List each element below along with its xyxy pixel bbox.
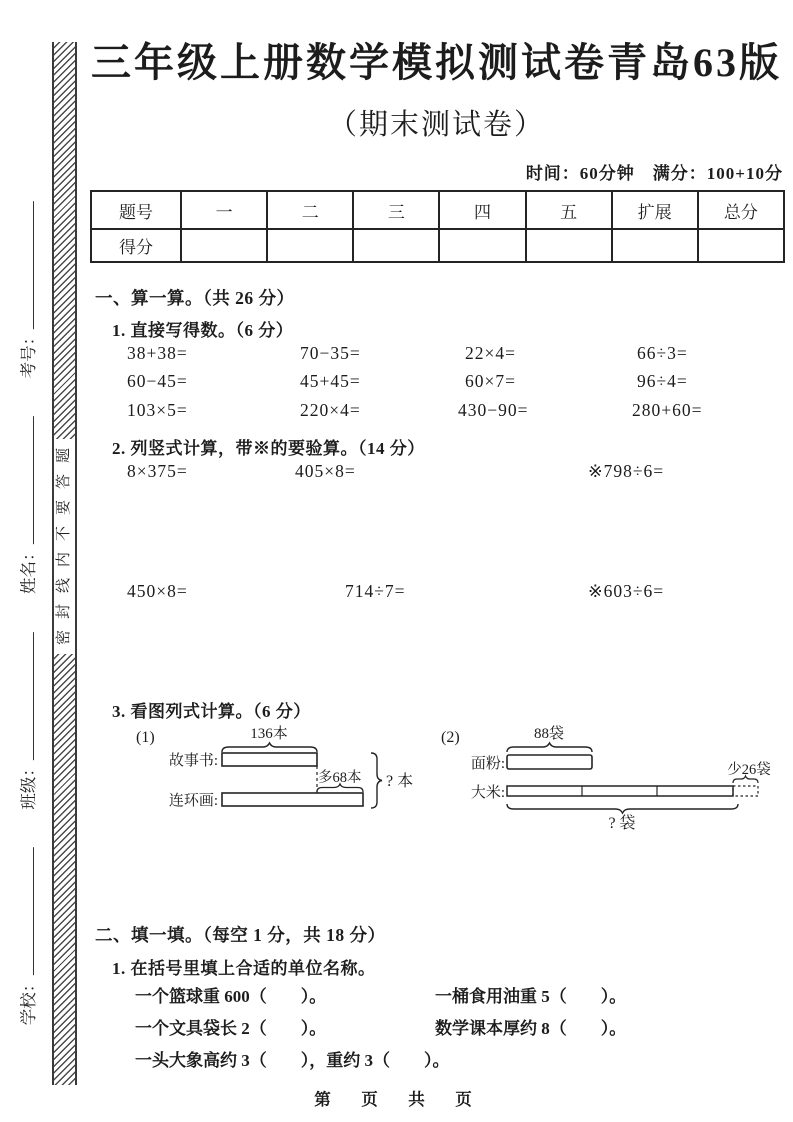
q3-title: 3. 看图列式计算。（6 分） (112, 702, 311, 721)
equation: 60−45= (127, 371, 188, 391)
school-field-label: 学校： (19, 975, 38, 1026)
equation: 70−35= (300, 343, 361, 363)
story-book-label: 故事书: (168, 753, 218, 769)
equation: 8×375= (127, 461, 188, 481)
brace-total (371, 753, 382, 808)
score-table (90, 190, 785, 263)
equation: 38+38= (127, 343, 188, 363)
equation: ※603÷6= (588, 581, 665, 601)
fill-blank-item: 一头大象高约 3（ ），重约 3（ ）。 (135, 1051, 450, 1070)
extra-amount-label: 多68本 (318, 770, 362, 786)
exam-info-line: 时间：60分钟 满分：100+10分 (525, 164, 783, 183)
total-question-label: ? 本 (386, 773, 414, 790)
diagram1-number: (1) (136, 729, 155, 746)
seal-char: 要 (55, 499, 72, 516)
diagram2-amount-label: 88袋 (533, 726, 565, 742)
seal-line-strip (52, 42, 77, 1085)
equation: 96÷4= (637, 371, 688, 391)
score-cell-empty (698, 229, 784, 262)
equation: 22×4= (465, 343, 516, 363)
fill-blank-item: 一个文具袋长 2（ ）。 (135, 1019, 327, 1038)
score-cell-empty (267, 229, 353, 262)
equation: 66÷3= (637, 343, 688, 363)
flour-bar (507, 755, 592, 769)
score-table-header-row (91, 191, 784, 229)
examno-field-label: 考号： (19, 328, 38, 379)
flour-label: 面粉: (470, 756, 505, 772)
diagram1-amount-label: 136本 (250, 726, 288, 742)
class-field-blank (19, 632, 34, 760)
equation: ※798÷6= (588, 461, 665, 481)
equation: 220×4= (300, 400, 361, 420)
brace-88 (507, 743, 592, 752)
seal-char: 答 (55, 473, 72, 490)
rice-bar (507, 786, 733, 796)
score-cell-empty (181, 229, 267, 262)
score-header-cell: 一 (181, 191, 267, 229)
seal-char: 封 (55, 603, 72, 620)
equation: 450×8= (127, 581, 188, 601)
name-field-blank (19, 416, 34, 544)
fill-blank-item: 数学课本厚约 8（ ）。 (435, 1019, 627, 1038)
s2-q1-title: 1. 在括号里填上合适的单位名称。 (112, 959, 376, 978)
seal-char: 密 (55, 629, 72, 646)
story-book-bar (222, 753, 317, 766)
score-cell-empty (353, 229, 439, 262)
equation: 60×7= (465, 371, 516, 391)
picture-book-bar (222, 793, 363, 806)
section-2-title: 二、填一填。（每空 1 分，共 18 分） (95, 925, 386, 945)
examno-field-blank (19, 201, 34, 329)
picture-book-label: 连环画: (168, 793, 218, 809)
score-row-label: 得分 (91, 229, 181, 262)
score-header-cell: 三 (353, 191, 439, 229)
rice-bar-dashed-extension (733, 786, 758, 796)
rice-label: 大米: (470, 785, 505, 801)
seal-char: 不 (55, 525, 72, 542)
brace-136 (222, 743, 317, 752)
page-subtitle: （期末测试卷） (327, 109, 545, 141)
score-header-cell: 总分 (698, 191, 784, 229)
class-field-label: 班级： (19, 760, 38, 810)
bar-diagram-2 (438, 724, 790, 835)
equation: 103×5= (127, 400, 188, 420)
total-question-label: ? 袋 (608, 815, 636, 830)
section-1-title: 一、算一算。（共 26 分） (95, 288, 295, 308)
diagram2-number: (2) (441, 729, 460, 746)
score-header-cell: 扩展 (612, 191, 698, 229)
score-table-score-row (91, 229, 784, 262)
page-title: 三年级上册数学模拟测试卷青岛63版 (91, 40, 782, 85)
bar-diagram-1 (133, 724, 423, 829)
q1-title: 1. 直接写得数。（6 分） (112, 321, 294, 340)
fill-blank-item: 一个篮球重 600（ ）。 (135, 987, 327, 1006)
seal-char: 线 (55, 577, 72, 594)
score-header-cell: 题号 (91, 191, 181, 229)
score-cell-empty (526, 229, 612, 262)
score-cell-empty (439, 229, 525, 262)
fill-blank-item: 一桶食用油重 5（ ）。 (435, 987, 627, 1006)
name-field-label: 姓名： (19, 544, 38, 594)
school-field-blank (19, 848, 34, 976)
score-cell-empty (612, 229, 698, 262)
score-header-cell: 五 (526, 191, 612, 229)
brace-total-rice (507, 804, 738, 813)
equation: 280+60= (632, 400, 703, 420)
score-header-cell: 二 (267, 191, 353, 229)
equation: 45+45= (300, 371, 361, 391)
equation: 405×8= (295, 461, 356, 481)
score-header-cell: 四 (439, 191, 525, 229)
seal-line-text (54, 439, 75, 654)
seal-char: 内 (55, 551, 72, 568)
less-amount-label: 少26袋 (727, 762, 771, 778)
page-footer: 第 页 共 页 (314, 1091, 479, 1109)
q2-title: 2. 列竖式计算，带※的要验算。（14 分） (112, 439, 425, 458)
seal-char: 题 (55, 447, 72, 464)
equation: 430−90= (458, 400, 529, 420)
equation: 714÷7= (345, 581, 406, 601)
